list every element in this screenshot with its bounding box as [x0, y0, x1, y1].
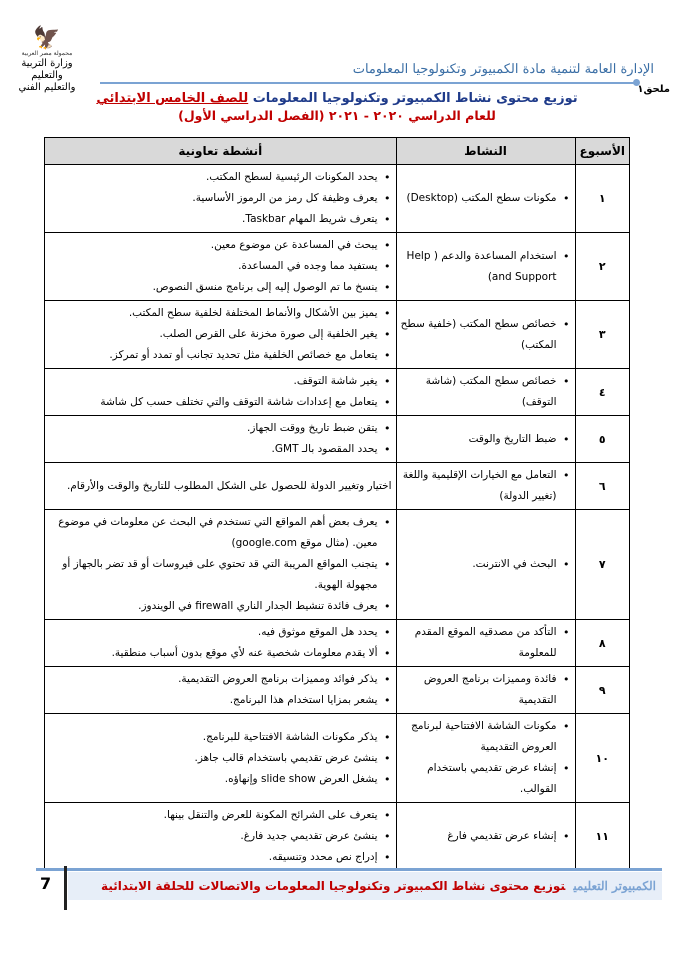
table-row	[45, 165, 630, 233]
week-cell: ٦	[575, 463, 629, 510]
coop-item: • ينشئ عرض تقديمي جديد فارغ.	[49, 826, 380, 847]
coop-cell	[45, 165, 397, 233]
table-row	[45, 463, 630, 510]
title-part-2: للصف الخامس الابتدائي	[96, 91, 249, 106]
week-cell: ١	[575, 165, 629, 233]
header-divider	[100, 82, 636, 84]
coop-cell	[45, 233, 397, 301]
document-subtitle: للعام الدراسي ٢٠٢٠ - ٢٠٢١ (الفصل الدراسي الأول)	[178, 108, 496, 123]
annex-label: ملحق١	[637, 84, 670, 95]
coop-item: • يعرف بعض أهم المواقع التي تستخدم في البحث عن معلومات في موضوع معين. (مثال موقع google.com)	[49, 512, 380, 554]
coop-item: • إدراج نص محدد وتنسيقه.	[49, 847, 380, 868]
activity-cell	[396, 463, 575, 510]
coop-cell	[45, 369, 397, 416]
coop-cell	[45, 416, 397, 463]
table-row	[45, 416, 630, 463]
coop-cell	[45, 463, 397, 510]
activity-item: • خصائص سطح المكتب (شاشة التوقف)	[401, 371, 559, 413]
activity-cell	[396, 165, 575, 233]
coop-item: • يستفيد مما وجده في المساعدة.	[49, 256, 380, 277]
table-row	[45, 803, 630, 871]
ministry-logo	[12, 28, 82, 98]
activity-item: • فائدة ومميزات برنامج العروض التقديمية	[401, 669, 559, 711]
activity-cell	[396, 714, 575, 803]
coop-item: • يتعامل مع خصائص الخلفية مثل تحديد تجانب أو تمدد أو تمركز.	[49, 345, 380, 366]
week-cell: ١٠	[575, 714, 629, 803]
page-footer	[68, 872, 662, 900]
coop-item: • يتعامل مع إعدادات شاشة التوقف والتي تختلف حسب كل شاشة	[49, 392, 380, 413]
document-title	[0, 91, 674, 106]
coop-item: • يتعرف على الشرائح المكونة للعرض والتنقل بينها.	[49, 805, 380, 826]
activity-item: • إنشاء عرض تقديمي فارغ	[401, 826, 559, 847]
logo-line-3: والتعليم الفني	[18, 82, 76, 93]
coop-item: • يتعرف شريط المهام Taskbar.	[49, 209, 380, 230]
activity-cell	[396, 667, 575, 714]
activity-cell	[396, 510, 575, 620]
table-row	[45, 301, 630, 369]
table-row	[45, 714, 630, 803]
footer-brand: الكمبيوتر التعليمي	[573, 879, 656, 893]
coop-item: • يذكر مكونات الشاشة الافتتاحية للبرنامج.	[49, 727, 380, 748]
table-row	[45, 510, 630, 620]
department-name: الإدارة العامة لتنمية مادة الكمبيوتر وتكنولوجيا المعلومات	[352, 62, 654, 77]
table-row	[45, 233, 630, 301]
page-header	[0, 0, 674, 100]
coop-cell	[45, 714, 397, 803]
activity-item: • خصائص سطح المكتب (خلفية سطح المكتب)	[401, 314, 559, 356]
coop-item: • يشغل العرض slide show وإنهاؤه.	[49, 769, 380, 790]
table-header-row	[45, 138, 630, 165]
coop-item: • يحدد هل الموقع موثوق فيه.	[49, 622, 380, 643]
logo-line-2: وزارة التربية والتعليم	[21, 58, 73, 81]
table-body	[45, 165, 630, 871]
activity-item: • استخدام المساعدة والدعم ( Help and Support)	[401, 246, 559, 288]
week-cell: ٩	[575, 667, 629, 714]
coop-item: • ينسخ ما تم الوصول إليه إلى برنامج منسق النصوص.	[49, 277, 380, 298]
header-week: الأسبوع	[575, 138, 629, 165]
coop-item: • يميز بين الأشكال والأنماط المختلفة لخلفية سطح المكتب.	[49, 303, 380, 324]
page-number: 7	[40, 874, 52, 893]
coop-item: • يبحث في المساعدة عن موضوع معين.	[49, 235, 380, 256]
eagle-icon: 🦅	[33, 26, 61, 51]
activity-item: • التعامل مع الخيارات الإقليمية واللغة (تغيير الدولة)	[401, 465, 559, 507]
activity-cell	[396, 620, 575, 667]
table-row	[45, 667, 630, 714]
coop-item: • ألا يقدم معلومات شخصية عنه لأي موقع بدون أسباب منطقية.	[49, 643, 380, 664]
coop-item: • يشعر بمزايا استخدام هذا البرنامج.	[49, 690, 380, 711]
table-row	[45, 369, 630, 416]
activity-table	[44, 137, 630, 871]
activity-cell	[396, 369, 575, 416]
coop-item: • يعرف فائدة تنشيط الجدار الناري firewall في الويندوز.	[49, 596, 380, 617]
activity-item: • مكونات سطح المكتب (Desktop)	[401, 188, 559, 209]
week-cell: ٢	[575, 233, 629, 301]
header-coop: أنشطة تعاونية	[45, 138, 397, 165]
activity-item: • إنشاء عرض تقديمي باستخدام القوالب.	[401, 758, 559, 800]
week-cell: ٥	[575, 416, 629, 463]
coop-item: • يتجنب المواقع المريبة التي قد تحتوي على فيروسات أو قد تضر بالجهاز أو مجهولة الهوية.	[49, 554, 380, 596]
coop-item: • يغير شاشة التوقف.	[49, 371, 380, 392]
week-cell: ٧	[575, 510, 629, 620]
footer-text: توزيع محتوى نشاط الكمبيوتر وتكنولوجيا المعلومات والاتصالات للحلقة الابتدائية	[101, 879, 566, 893]
footer-divider	[36, 868, 662, 871]
coop-item: • يحدد المكونات الرئيسية لسطح المكتب.	[49, 167, 380, 188]
coop-cell	[45, 510, 397, 620]
header-activity: النشاط	[396, 138, 575, 165]
week-cell: ٤	[575, 369, 629, 416]
coop-item: • يذكر فوائد ومميزات برنامج العروض التقديمية.	[49, 669, 380, 690]
title-part-1: توزيع محتوى نشاط الكمبيوتر وتكنولوجيا المعلومات	[248, 91, 578, 106]
coop-item: • يتقن ضبط تاريخ ووقت الجهاز.	[49, 418, 380, 439]
activity-item: • التأكد من مصدقيه الموقع المقدم للمعلومة	[401, 622, 559, 664]
week-cell: ٣	[575, 301, 629, 369]
coop-item: • ينشئ عرض تقديمي باستخدام قالب جاهز.	[49, 748, 380, 769]
coop-cell	[45, 667, 397, 714]
week-cell: ١١	[575, 803, 629, 871]
table-row	[45, 620, 630, 667]
activity-cell	[396, 233, 575, 301]
coop-cell	[45, 620, 397, 667]
coop-item: • يغير الخلفية إلى صورة مخزنة على القرص الصلب.	[49, 324, 380, 345]
coop-cell	[45, 803, 397, 871]
activity-cell	[396, 301, 575, 369]
footer-bar	[64, 866, 67, 910]
coop-text: اختيار وتغيير الدولة للحصول على الشكل المطلوب للتاريخ والوقت والأرقام.	[66, 479, 392, 492]
logo-line-1: محمولة مصر العربية	[21, 50, 73, 57]
week-cell: ٨	[575, 620, 629, 667]
coop-item: • يحدد المقصود بالـ GMT.	[49, 439, 380, 460]
coop-item: • يعرف وظيفة كل رمز من الرموز الأساسية.	[49, 188, 380, 209]
coop-cell	[45, 301, 397, 369]
activity-cell	[396, 416, 575, 463]
activity-item: • ضبط التاريخ والوقت	[401, 429, 559, 450]
activity-item: • البحث في الانترنت.	[401, 554, 559, 575]
activity-item: • مكونات الشاشة الافتتاحية لبرنامج العروض التقديمية	[401, 716, 559, 758]
activity-cell	[396, 803, 575, 871]
